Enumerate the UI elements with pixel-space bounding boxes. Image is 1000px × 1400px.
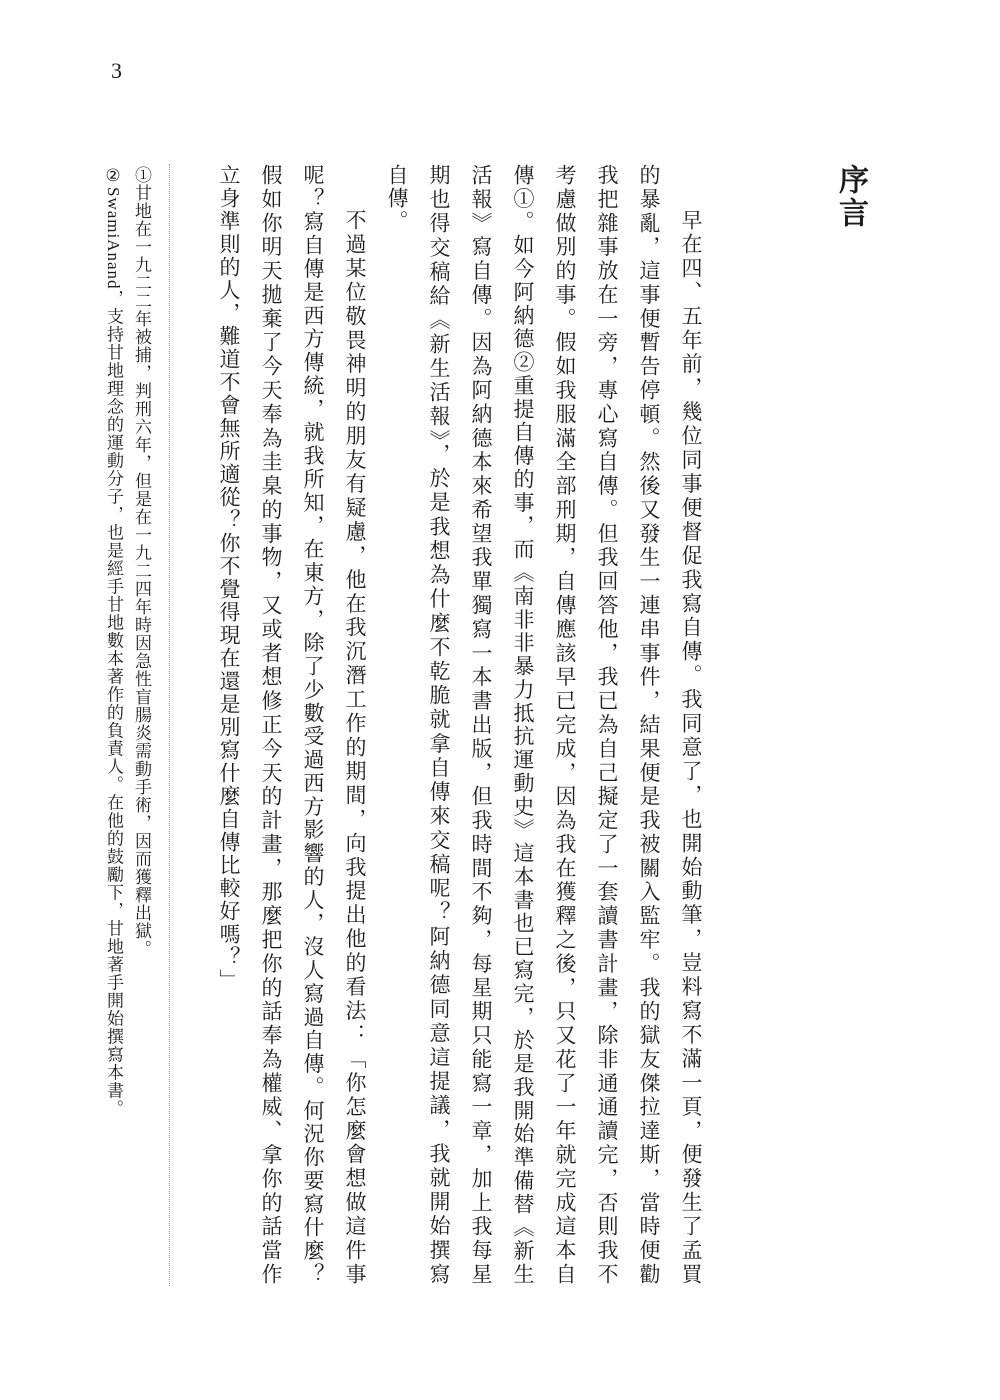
text-column: 期也得交稿給《新生活報》，於是我想為什麼不乾脆就拿自傳來交稿呢？阿納德同意這提議，我就開始撰寫 [427, 164, 451, 1286]
text-column: 自傳。 [385, 164, 409, 233]
text-column: 活報》寫自傳。因為阿納德本來希望我單獨寫一本書出版，但我時間不夠，每星期只能寫一章，加上我每星 [469, 164, 493, 1286]
footnote-column: ②SwamiAnand，支持甘地理念的運動分子，也是經手甘地數本著作的負責人。在他的鼓勵下，甘地著手開始撰寫本書。 [104, 166, 123, 1118]
text-column: 考慮做別的事。假如我服滿全部刑期，自傳應該早已完成，因為我在獲釋之後，只又花了一年就完成這本自 [553, 164, 577, 1286]
page-number: 3 [111, 58, 122, 83]
text-column: 傳①。如今阿納德②重提自傳的事，而《南非非暴力抵抗運動史》這本書也已寫完，於是我開始準備替《新生 [511, 164, 535, 1286]
text-column: 我把雜事放在一旁，專心寫自傳。但我回答他，我已為自己擬定了一套讀書計畫，除非通通讀完，否則我不 [595, 164, 619, 1286]
text-column: 的暴亂，這事便暫告停頓。然後又發生一連串事件，結果便是我被關入監牢。我的獄友傑拉達斯，當時便勸 [637, 164, 661, 1286]
text-column: 假如你明天拋棄了今天奉為圭臬的事物，又或者想修正今天的計畫，那麼把你的話奉為權威、拿你的話當作 [259, 164, 283, 1286]
footnotes-block [99, 166, 155, 1284]
page-title: 序言 [834, 164, 867, 230]
footnote-separator-rule [169, 164, 170, 1286]
preface-text-block [208, 164, 872, 1286]
text-column: 不過某位敬畏神明的朋友有疑慮，他在我沉潛工作的期間，向我提出他的看法：「你怎麼會想做這件事 [343, 209, 367, 1286]
text-column: 立身準則的人，難道不會無所適從？你不覺得現在還是別寫什麼自傳比較好嗎？」 [217, 164, 241, 992]
footnote-column: ①甘地在一九二二年被捕，判刑六年，但是在一九二四年時因急性盲腸炎需動手術，因而獲釋出獄。 [132, 166, 151, 958]
text-column: 早在四、五年前，幾位同事便督促我寫自傳。我同意了，也開始動筆，豈料寫不滿一頁，便發生了孟買 [679, 209, 703, 1286]
text-column: 呢？寫自傳是西方傳統，就我所知，在東方，除了少數受過西方影響的人，沒人寫過自傳。何況你要寫什麼？ [301, 164, 325, 1286]
